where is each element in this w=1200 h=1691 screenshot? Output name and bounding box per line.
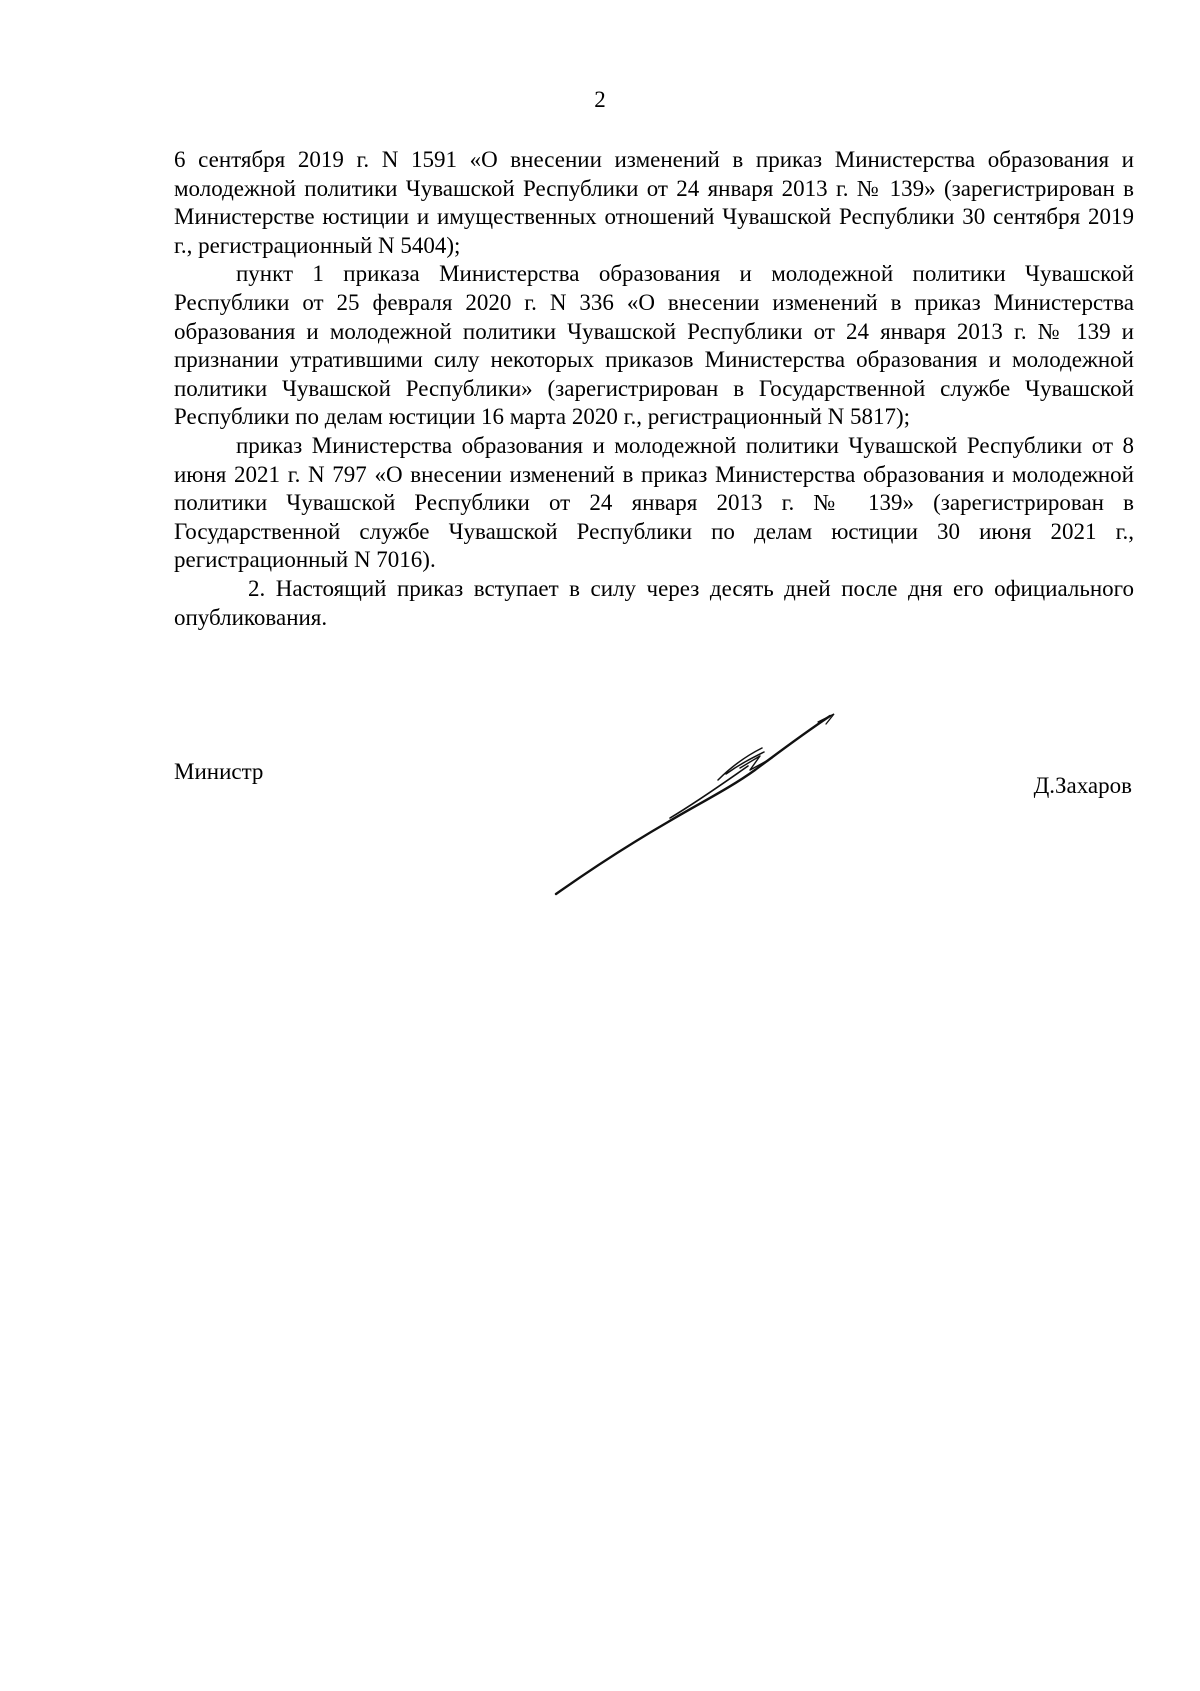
paragraph-1: 6 сентября 2019 г. N 1591 «О внесении изменений в приказ Министерства образования и молодежной политики Чувашской Республики от 24 января 2013 г. № 139» (зарегистрирован в Министерстве юстиции и имущественных отношений Чувашской Республики 30 сентября 2019 г., регистрационный N 5404); bbox=[174, 147, 1134, 258]
page-number: 2 bbox=[594, 87, 606, 112]
signatory-name: Д.Захаров bbox=[1033, 773, 1132, 798]
paragraph-4: 2. Настоящий приказ вступает в силу через десять дней после дня его официального опубликования. bbox=[174, 575, 1134, 630]
paragraph-2: пункт 1 приказа Министерства образования и молодежной политики Чувашской Республики от 25 февраля 2020 г. N 336 «О внесении изменений в приказ Министерства образования и молодежной политики Чувашской Республики от 24 января 2013 г. № 139 и признании утратившими силу некоторых приказов Министерства образования и молодежной политики Чувашской Республики» (зарегистрирован в Государственной службе Чувашской Республики по делам юстиции 16 марта 2020 г., регистрационный N 5817); bbox=[174, 261, 1134, 430]
handwritten-signature bbox=[550, 708, 850, 898]
signatory-title: Министр bbox=[174, 759, 264, 784]
document-body bbox=[174, 146, 1134, 632]
paragraph-3: приказ Министерства образования и молодежной политики Чувашской Республики от 8 июня 2021 г. N 797 «О внесении изменений в приказ Министерства образования и молодежной политики Чувашской Республики от 24 января 2013 г. № 139» (зарегистрирован в Государственной службе Чувашской Республики по делам юстиции 30 июня 2021 г., регистрационный N 7016). bbox=[174, 432, 1134, 573]
